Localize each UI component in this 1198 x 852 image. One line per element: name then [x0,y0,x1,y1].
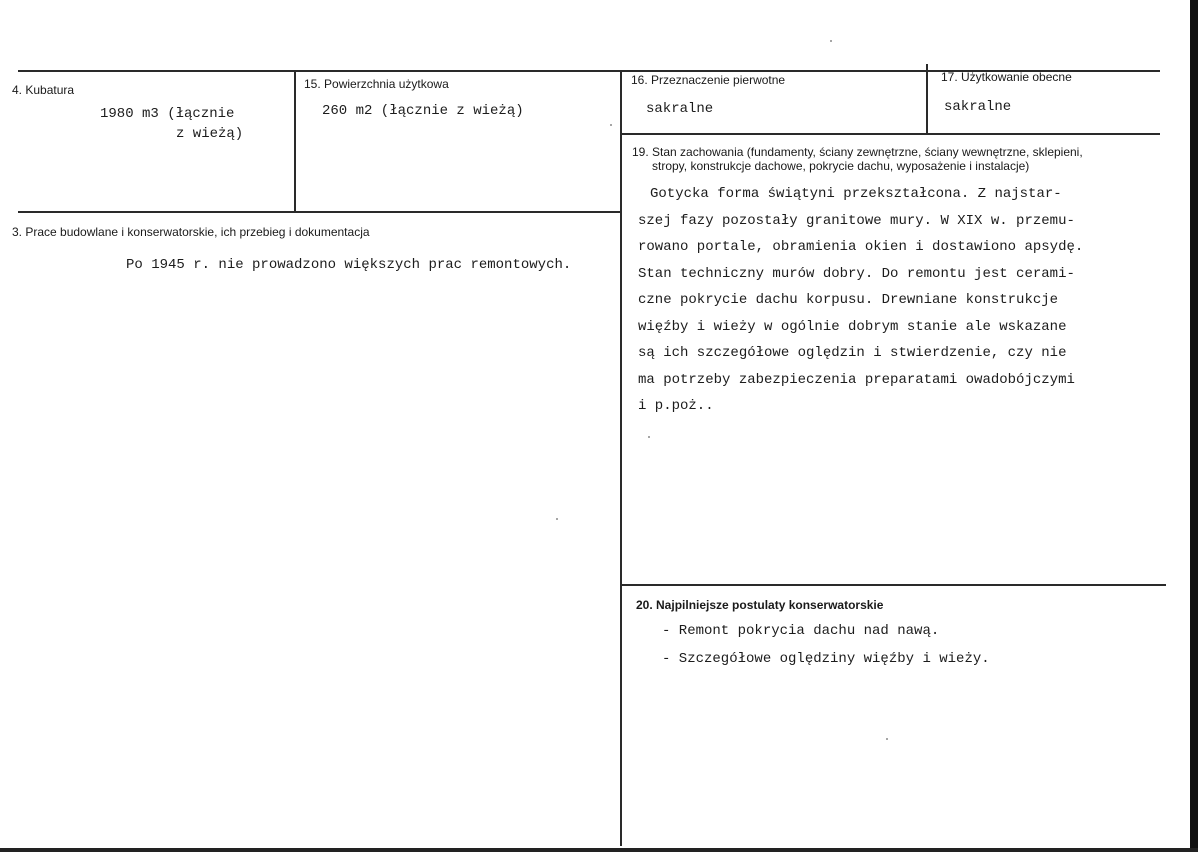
description-line: czne pokrycie dachu korpusu. Drewniane konstrukcje [638,292,1059,308]
field-16-label: 16. Przeznaczenie pierwotne [631,73,786,87]
center-divider [620,70,622,846]
divider-16-17 [926,64,928,135]
rule-above-field-20 [622,584,1166,586]
field-18-label: 3. Prace budowlane i konserwatorskie, ich przebieg i dokumentacja [12,225,370,239]
postulate-item: - Remont pokrycia dachu nad nawą. [662,623,940,639]
postulate-item: - Szczegółowe oględziny więźby i wieży. [662,651,990,667]
description-line: ma potrzeby zabezpieczenia preparatami owadobójczymi [638,371,1075,388]
field-16-value: sakralne [646,101,714,117]
scan-edge-right [1190,0,1198,852]
scan-speck [610,124,612,126]
field-19-label-line-2: stropy, konstrukcje dachowe, pokrycie dachu, wyposażenie i instalacje) [652,159,1030,173]
scan-speck [648,436,650,438]
field-17-label: 17. Użytkowanie obecne [941,70,1072,84]
scan-speck [556,518,558,520]
field-19-label-line-1: 19. Stan zachowania (fundamenty, ściany zewnętrzne, ściany wewnętrzne, sklepieni, [632,145,1083,159]
field-20-postulates [662,617,990,673]
field-19-description [638,181,1083,420]
field-20-label: 20. Najpilniejsze postulaty konserwatorskie [636,598,884,612]
description-line: Stan techniczny murów dobry. Do remontu jest cerami- [638,265,1075,282]
rule-below-fields-14-15 [18,211,622,213]
scan-edge-bottom [0,848,1198,852]
field-15-label: 15. Powierzchnia użytkowa [304,77,449,91]
field-18-value: Po 1945 r. nie prowadzono większych prac remontowych. [126,257,572,273]
description-line: szej fazy pozostały granitowe mury. W XIX w. przemu- [638,212,1075,229]
divider-14-15 [294,70,296,213]
scan-speck [830,40,832,42]
field-14-label: 4. Kubatura [12,83,75,97]
field-15-value: 260 m2 (łącznie z wieżą) [322,103,524,119]
field-17-value: sakralne [944,99,1012,115]
description-line: i p.poż.. [638,398,714,414]
rule-below-fields-16-17 [620,133,1160,135]
description-line: są ich szczegółowe oględzin i stwierdzenie, czy nie [638,345,1067,361]
description-line: więźby i wieży w ogólnie dobrym stanie ale wskazane [638,318,1067,335]
description-line: rowano portale, obramienia okien i dostawiono apsydę. [638,239,1084,255]
field-14-value-line-1: 1980 m3 (łącznie [100,106,235,122]
scan-speck [886,738,888,740]
description-line: Gotycka forma świątyni przekształcona. Z najstar- [650,186,1062,202]
field-14-value-line-2: z wieżą) [176,126,244,142]
